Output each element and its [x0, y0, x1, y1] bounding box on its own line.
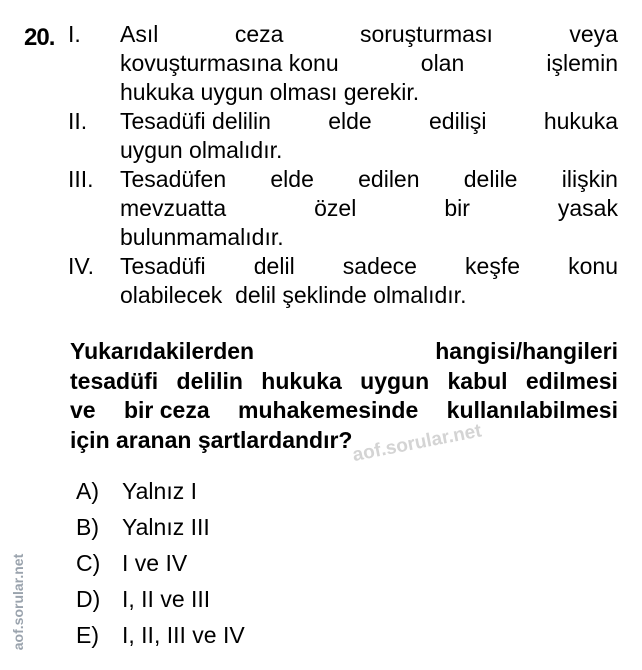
word: olabilecek delil şeklinde olmalıdır. — [120, 282, 467, 308]
word: tesadüfi — [70, 367, 159, 394]
option-text: I ve IV — [122, 550, 188, 576]
option-b[interactable] — [76, 512, 210, 542]
word: yasak — [557, 195, 618, 221]
option-c[interactable] — [76, 548, 187, 578]
word: kovuşturmasına konu — [120, 50, 339, 76]
statement-line — [120, 165, 618, 194]
word: özel — [314, 195, 357, 221]
word: kabul — [447, 367, 508, 394]
statement-roman-numeral: IV. — [68, 253, 95, 279]
option-a[interactable] — [76, 476, 197, 506]
word: kullanılabilmesi — [446, 397, 618, 423]
statement-roman-numeral: III. — [68, 166, 94, 192]
watermark-center: aof.sorular.net — [350, 420, 484, 467]
word: bir ceza — [123, 397, 210, 423]
word: muhakemesinde — [238, 397, 419, 423]
word: bulunmamalıdır. — [120, 224, 284, 250]
word: elde — [328, 108, 372, 134]
word: uygun — [360, 367, 430, 394]
option-e[interactable] — [76, 620, 245, 650]
word: ceza — [234, 21, 284, 47]
word: Tesadüfi delilin — [120, 108, 271, 134]
statement-roman-numeral: II. — [68, 108, 88, 134]
word: konu — [568, 253, 618, 279]
word: işlemin — [546, 50, 618, 76]
question-number: 20. — [24, 24, 55, 51]
option-letter: E) — [76, 622, 99, 648]
statement-line — [120, 20, 618, 49]
stem-line — [70, 367, 618, 397]
statement-line — [120, 281, 618, 310]
word: hukuka uygun olması gerekir. — [120, 79, 420, 105]
option-text: Yalnız III — [122, 514, 210, 540]
statement-line — [120, 194, 618, 223]
word: soruşturması — [359, 21, 493, 47]
word: hangisi/hangileri — [435, 338, 618, 364]
statement-text — [120, 165, 618, 252]
option-text: I, II, III ve IV — [122, 622, 245, 648]
statement-line — [120, 223, 618, 252]
word: delilin — [176, 367, 243, 394]
word: edilişi — [428, 108, 487, 134]
option-letter: D) — [76, 586, 101, 612]
word: delil — [253, 253, 295, 279]
word: hukuka — [261, 367, 342, 394]
option-letter: B) — [76, 514, 99, 540]
statement-line — [120, 136, 618, 165]
statement-line — [120, 49, 618, 78]
word: için aranan şartlardandır? — [70, 426, 353, 453]
word: elde — [270, 166, 314, 192]
word: uygun olmalıdır. — [120, 137, 283, 163]
word: olan — [420, 50, 465, 76]
statement-text — [120, 252, 618, 310]
word: ve — [70, 397, 96, 423]
statement-line — [120, 107, 618, 136]
option-letter: C) — [76, 550, 101, 576]
stem-line — [70, 396, 618, 426]
question-stem — [70, 337, 618, 455]
statement-roman-numeral: I. — [68, 21, 81, 47]
option-text: I, II ve III — [122, 586, 211, 612]
option-letter: A) — [76, 478, 99, 504]
statement-text — [120, 107, 618, 165]
word: mevzuatta — [120, 195, 227, 221]
word: delile — [463, 166, 518, 192]
stem-line — [70, 337, 618, 367]
watermark-side: aof.sorular.net — [10, 553, 26, 651]
word: veya — [569, 21, 618, 47]
word: sadece — [342, 253, 417, 279]
word: ilişkin — [561, 166, 618, 192]
word: Asıl — [120, 21, 159, 47]
word: Yukarıdakilerden — [70, 338, 255, 364]
word: edilen — [358, 166, 420, 192]
statement-text — [120, 20, 618, 107]
word: Tesadüfi — [120, 253, 206, 279]
word: bir — [444, 195, 470, 221]
word: edilmesi — [525, 367, 618, 394]
stem-line — [70, 426, 618, 456]
statement-line — [120, 252, 618, 281]
word: Tesadüfen — [120, 166, 227, 192]
option-d[interactable] — [76, 584, 210, 614]
statement-line — [120, 78, 618, 107]
option-text: Yalnız I — [122, 478, 197, 504]
word: keşfe — [465, 253, 521, 279]
word: hukuka — [543, 108, 618, 134]
